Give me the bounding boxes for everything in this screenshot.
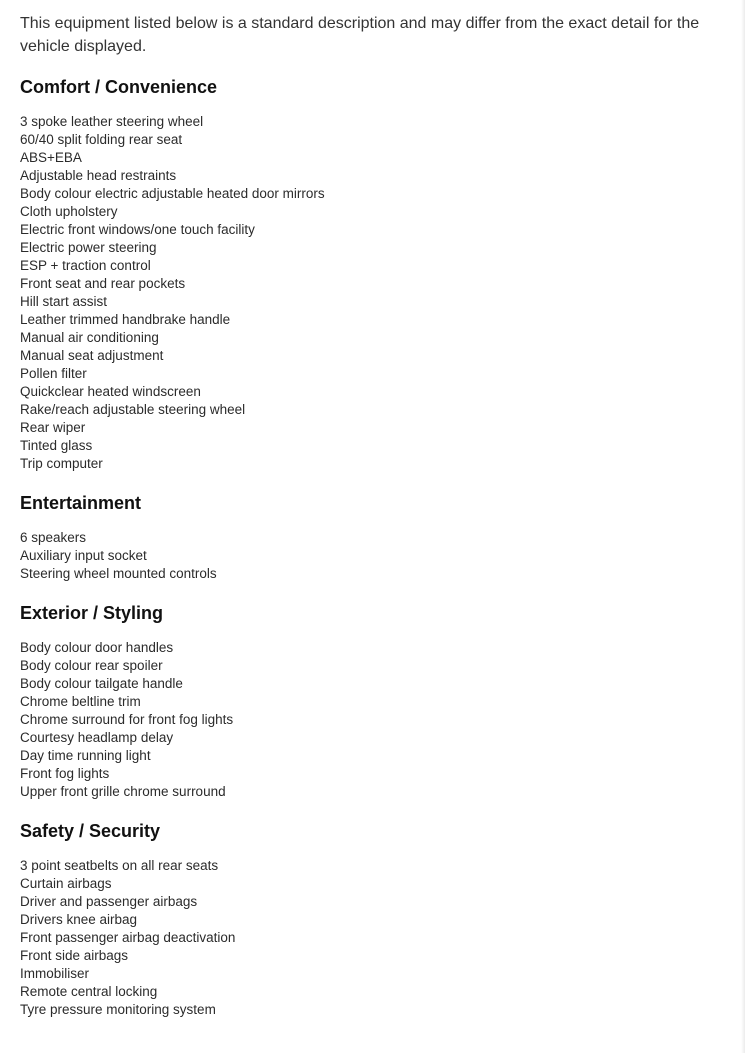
- equipment-item: Leather trimmed handbrake handle: [20, 312, 231, 327]
- section-title-exterior-styling: Exterior / Styling: [20, 603, 164, 623]
- equipment-item: Front seat and rear pockets: [20, 276, 186, 291]
- equipment-item: 6 speakers: [20, 530, 87, 545]
- equipment-item: Manual air conditioning: [20, 330, 159, 345]
- equipment-item: Body colour tailgate handle: [20, 676, 183, 691]
- equipment-item: Body colour electric adjustable heated door mirrors: [20, 186, 325, 201]
- intro-text: This equipment listed below is a standard description and may differ from the exact detail for the vehicle displayed.: [20, 15, 700, 55]
- equipment-item: Body colour door handles: [20, 640, 174, 655]
- section-title-entertainment: Entertainment: [20, 493, 142, 513]
- equipment-item: Rear wiper: [20, 420, 86, 435]
- equipment-list-comfort-convenience: [20, 113, 720, 473]
- equipment-item: Tinted glass: [20, 438, 93, 453]
- equipment-item: Chrome surround for front fog lights: [20, 712, 234, 727]
- equipment-item: 3 spoke leather steering wheel: [20, 114, 204, 129]
- equipment-item: Tyre pressure monitoring system: [20, 1002, 216, 1017]
- equipment-item: Courtesy headlamp delay: [20, 730, 174, 745]
- equipment-item: Front fog lights: [20, 766, 110, 781]
- section-title-safety-security: Safety / Security: [20, 821, 161, 841]
- equipment-list-safety-security: [20, 857, 720, 1019]
- equipment-item: Front passenger airbag deactivation: [20, 930, 236, 945]
- equipment-list-entertainment: [20, 529, 720, 583]
- equipment-item: ABS+EBA: [20, 150, 82, 165]
- page-edge-shadow: [741, 0, 745, 1053]
- equipment-item: Front side airbags: [20, 948, 129, 963]
- equipment-list-exterior-styling: [20, 639, 720, 801]
- equipment-item: Trip computer: [20, 456, 103, 471]
- equipment-item: Hill start assist: [20, 294, 108, 309]
- equipment-item: Adjustable head restraints: [20, 168, 177, 183]
- equipment-item: ESP + traction control: [20, 258, 151, 273]
- equipment-item: Steering wheel mounted controls: [20, 566, 217, 581]
- equipment-item: Drivers knee airbag: [20, 912, 138, 927]
- equipment-item: Remote central locking: [20, 984, 158, 999]
- equipment-item: Driver and passenger airbags: [20, 894, 198, 909]
- equipment-item: Upper front grille chrome surround: [20, 784, 226, 799]
- equipment-item: Rake/reach adjustable steering wheel: [20, 402, 246, 417]
- equipment-item: 60/40 split folding rear seat: [20, 132, 183, 147]
- equipment-item: Pollen filter: [20, 366, 87, 381]
- equipment-item: Quickclear heated windscreen: [20, 384, 201, 399]
- equipment-item: Chrome beltline trim: [20, 694, 141, 709]
- equipment-item: Body colour rear spoiler: [20, 658, 163, 673]
- equipment-item: Cloth upholstery: [20, 204, 118, 219]
- equipment-content: [20, 12, 720, 1019]
- equipment-item: Curtain airbags: [20, 876, 112, 891]
- equipment-item: Day time running light: [20, 748, 151, 763]
- equipment-item: Immobiliser: [20, 966, 90, 981]
- equipment-item: Electric power steering: [20, 240, 157, 255]
- section-title-comfort-convenience: Comfort / Convenience: [20, 77, 218, 97]
- equipment-item: 3 point seatbelts on all rear seats: [20, 858, 219, 873]
- equipment-item: Auxiliary input socket: [20, 548, 147, 563]
- equipment-item: Manual seat adjustment: [20, 348, 164, 363]
- equipment-item: Electric front windows/one touch facility: [20, 222, 255, 237]
